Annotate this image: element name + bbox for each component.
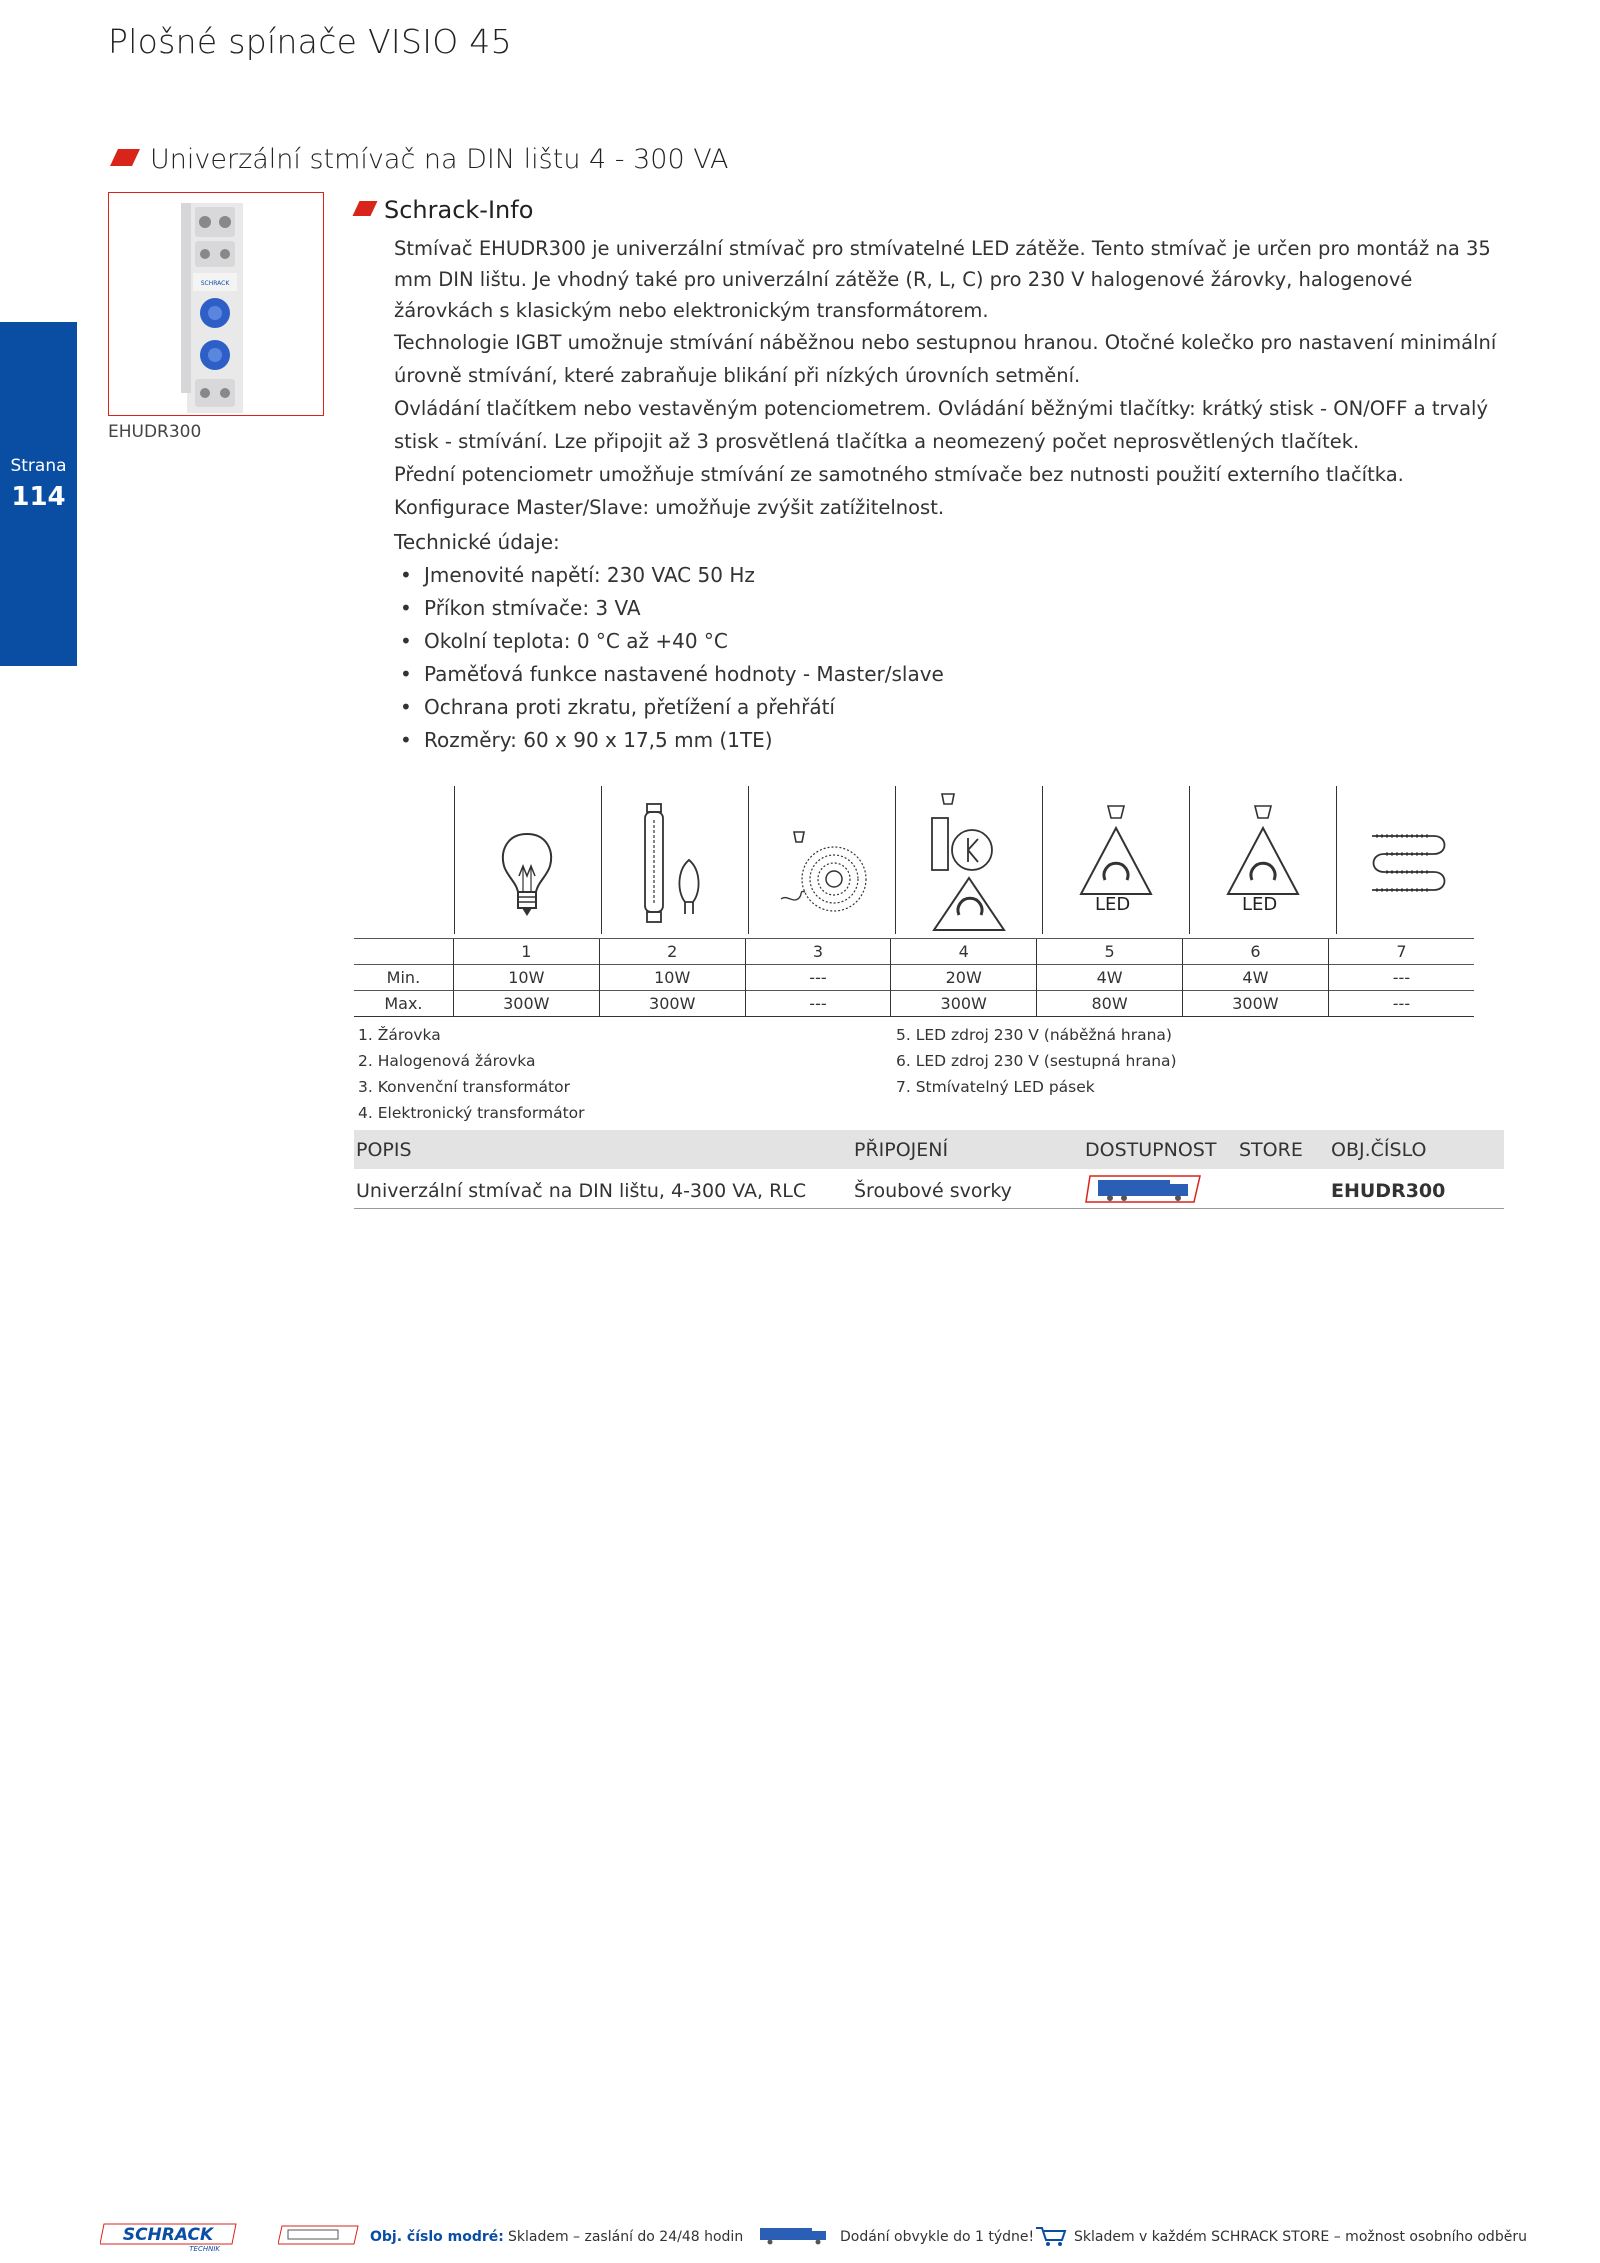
table-row [354, 965, 1474, 991]
header-popis: POPIS [356, 1139, 412, 1161]
spec-item: • Příkon stmívače: 3 VA [394, 592, 1504, 625]
icon-col-divider [895, 786, 896, 934]
availability-truck-icon [1084, 1174, 1206, 1204]
info-paragraph: Přední potenciometr umožňuje stmívání ze samotného stmívače bez nutnosti použití externího tlačítka. Konfigurace Master/Slave: umožňuje zvýšit zatížitelnost. [394, 463, 1404, 519]
info-heading [356, 196, 533, 224]
svg-text:SCHRACK: SCHRACK [122, 2225, 214, 2245]
wattage-table [354, 938, 1474, 1017]
table-cell: 4W [1037, 965, 1183, 991]
product-caption: EHUDR300 [108, 422, 202, 442]
led-label: LED [1242, 894, 1278, 915]
spec-list [394, 559, 1504, 757]
legend-item: 4. Elektronický transformátor [358, 1104, 585, 1122]
footer-text-store: Skladem v každém SCHRACK STORE – možnost osobního odběru [1074, 2229, 1527, 2245]
section-title: Univerzální stmívač na DIN lištu 4 - 300 VA [150, 144, 729, 175]
halogen-bulb-icon [639, 800, 709, 930]
cell-pripojeni: Šroubové svorky [854, 1180, 1012, 1202]
page-tab [0, 322, 77, 666]
table-cell: 300W [1182, 991, 1328, 1017]
table-cell: 4W [1182, 965, 1328, 991]
column-number: 7 [1328, 939, 1474, 965]
led-label: LED [1095, 894, 1131, 915]
section-heading [114, 144, 728, 175]
info-paragraph: Stmívač EHUDR300 je univerzální stmívač pro stmívatelné LED zátěže. Tento stmívač je určen pro montáž na 35 mm DIN lištu. Je vhodný také pro univerzální zátěže (R, L, C) pro 230 V halogenové žárovky, halogenové žárovkách s klasickým nebo elektronickým transformátorem. [394, 237, 1491, 322]
table-cell: --- [1328, 991, 1474, 1017]
legend-item: 6. LED zdroj 230 V (sestupná hrana) [896, 1052, 1177, 1070]
column-number: 2 [599, 939, 745, 965]
footer-text-delivery: Dodání obvykle do 1 týdne! [840, 2229, 1035, 2245]
table-cell: 10W [453, 965, 599, 991]
cell-popis: Univerzální stmívač na DIN lištu, 4-300 VA, RLC [356, 1180, 807, 1202]
legend-item: 5. LED zdroj 230 V (náběžná hrana) [896, 1026, 1172, 1044]
spec-item: • Jmenovité napětí: 230 VAC 50 Hz [394, 559, 1504, 592]
icon-col-divider [1189, 786, 1190, 934]
icon-col-divider [454, 786, 455, 934]
column-number: 1 [453, 939, 599, 965]
header-store: STORE [1239, 1139, 1303, 1161]
column-number: 6 [1182, 939, 1328, 965]
legend-right [896, 1022, 1177, 1100]
led-strip-icon [1364, 830, 1454, 900]
legend-left [358, 1022, 585, 1126]
row-label: Min. [354, 965, 453, 991]
page-title: Plošné spínače VISIO 45 [108, 22, 512, 61]
incandescent-bulb-icon [492, 826, 562, 926]
column-number: 5 [1037, 939, 1183, 965]
product-image [108, 192, 324, 416]
header-pripojeni: PŘIPOJENÍ [854, 1139, 949, 1161]
legend-item: 7. Stmívatelný LED pásek [896, 1078, 1095, 1096]
page-number: 114 [11, 482, 66, 512]
info-paragraph: Technologie IGBT umožnuje stmívání náběžnou nebo sestupnou hranou. Otočné kolečko pro nastavení minimální úrovně stmívání, které zabraňuje blikání při nízkých úrovních setmění. [394, 331, 1497, 387]
header-obj-cislo: OBJ.ČÍSLO [1331, 1139, 1427, 1161]
led-trailing-edge-icon [1223, 802, 1303, 902]
spec-item: • Rozměry: 60 x 90 x 17,5 mm (1TE) [394, 724, 1504, 757]
footer-text-stock: Skladem – zaslání do 24/48 hodin [508, 2229, 744, 2245]
table-cell: --- [745, 991, 891, 1017]
legend-item: 3. Konvenční transformátor [358, 1078, 570, 1096]
table-cell: 300W [599, 991, 745, 1017]
table-header-row [354, 939, 1474, 965]
spec-item: • Paměťová funkce nastavené hodnoty - Master/slave [394, 658, 1504, 691]
icon-col-divider [1042, 786, 1043, 934]
footer [100, 2222, 1527, 2252]
electronic-transformer-icon [924, 790, 1014, 935]
order-table-header [354, 1130, 1504, 1169]
svg-text:SCHRACK: SCHRACK [200, 280, 230, 287]
led-leading-edge-icon [1076, 802, 1156, 902]
footer-label-blue: Obj. číslo modré: [370, 2229, 504, 2245]
spec-item: • Ochrana proti zkratu, přetížení a přehřátí [394, 691, 1504, 724]
info-title: Schrack-Info [384, 196, 534, 224]
red-marker-icon [110, 149, 140, 166]
schrack-logo-icon [100, 2222, 240, 2252]
svg-text:TECHNIK: TECHNIK [189, 2245, 220, 2252]
legend-item: 1. Žárovka [358, 1026, 441, 1044]
conventional-transformer-icon [779, 824, 869, 924]
icon-col-divider [1336, 786, 1337, 934]
column-number: 3 [745, 939, 891, 965]
row-label: Max. [354, 991, 453, 1017]
info-body [394, 233, 1504, 757]
icon-col-divider [748, 786, 749, 934]
legend-item: 2. Halogenová žárovka [358, 1052, 536, 1070]
order-code-link[interactable]: EHUDR300 [1331, 1180, 1446, 1202]
table-cell: 300W [891, 991, 1037, 1017]
table-cell: --- [1328, 965, 1474, 991]
table-row [354, 1170, 1504, 1209]
din-dimmer-illustration [109, 193, 322, 414]
table-cell: 20W [891, 965, 1037, 991]
table-cell: 80W [1037, 991, 1183, 1017]
info-paragraph: Ovládání tlačítkem nebo vestavěným potenciometrem. Ovládání běžnými tlačítky: krátký stisk - ON/OFF a trvalý stisk - stmívání. Lze připojit až 3 prosvětlená tlačítka a neomezený počet neprosvětlených tlačítek. [394, 397, 1488, 453]
page-tab-label: Strana [10, 456, 67, 476]
icon-col-divider [601, 786, 602, 934]
delivery-truck-icon [756, 2224, 838, 2246]
table-cell: 300W [453, 991, 599, 1017]
spec-item: • Okolní teplota: 0 °C až +40 °C [394, 625, 1504, 658]
table-row [354, 991, 1474, 1017]
column-number: 4 [891, 939, 1037, 965]
stock-truck-icon [278, 2224, 360, 2246]
table-cell: --- [745, 965, 891, 991]
header-dostupnost: DOSTUPNOST [1085, 1139, 1217, 1161]
shopping-cart-icon [1034, 2224, 1068, 2248]
table-cell: 10W [599, 965, 745, 991]
red-marker-icon [353, 201, 378, 216]
tech-heading: Technické údaje: [394, 530, 560, 554]
